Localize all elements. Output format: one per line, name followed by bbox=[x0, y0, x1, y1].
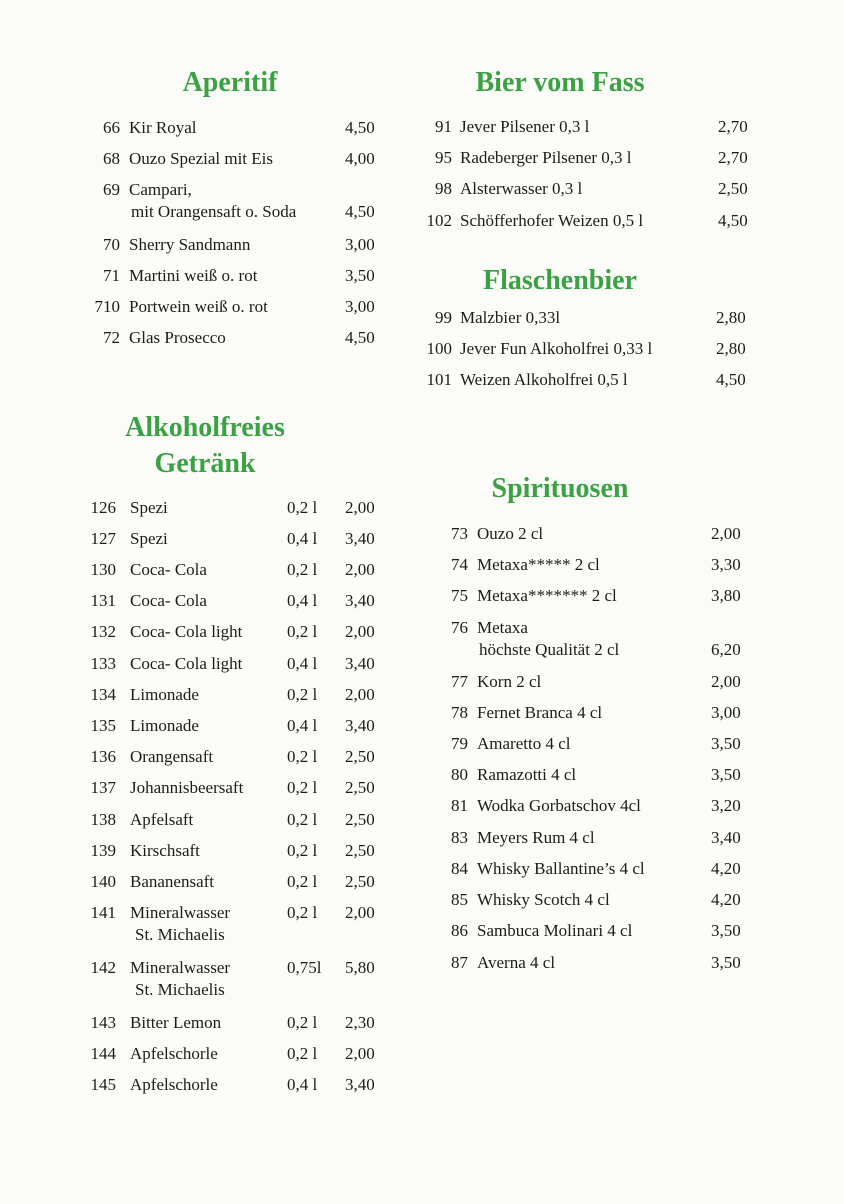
item-name-line1: Amaretto 4 cl bbox=[477, 734, 571, 753]
item-price: 4,00 bbox=[345, 149, 375, 168]
item-name bbox=[130, 957, 230, 1001]
item-name bbox=[477, 702, 602, 724]
item-price: 2,50 bbox=[718, 179, 748, 198]
item-name-line1: Radeberger Pilsener 0,3 l bbox=[460, 148, 632, 167]
item-price: 4,20 bbox=[711, 890, 741, 909]
item-number: 100 bbox=[426, 339, 452, 358]
alkoholfrei-heading-line1: Alkoholfreies bbox=[125, 412, 285, 443]
item-name-line1: Bananensaft bbox=[130, 872, 215, 891]
item-number: 710 bbox=[94, 297, 120, 316]
item-size: 0,4 l bbox=[287, 654, 318, 673]
item-name-line1: Malzbier 0,33l bbox=[460, 308, 561, 327]
item-name bbox=[130, 1074, 218, 1096]
item-number: 131 bbox=[90, 591, 116, 610]
bier-fass-heading: Bier vom Fass bbox=[475, 67, 645, 98]
item-name-line1: Metaxa***** 2 cl bbox=[477, 555, 600, 574]
item-name bbox=[477, 617, 619, 661]
item-price: 5,80 bbox=[345, 958, 375, 977]
item-price: 3,00 bbox=[345, 235, 375, 254]
item-name-line1: Metaxa******* 2 cl bbox=[477, 586, 617, 605]
item-size: 0,2 l bbox=[287, 747, 318, 766]
item-name-line1: Sherry Sandmann bbox=[129, 235, 251, 254]
item-price: 4,50 bbox=[716, 370, 746, 389]
item-number: 70 bbox=[103, 235, 120, 254]
item-size: 0,2 l bbox=[287, 560, 318, 579]
item-price: 3,50 bbox=[711, 921, 741, 940]
item-number: 127 bbox=[90, 529, 116, 548]
item-number: 132 bbox=[90, 622, 116, 641]
item-number: 133 bbox=[90, 654, 116, 673]
item-number: 84 bbox=[451, 859, 468, 878]
item-price: 2,30 bbox=[345, 1013, 375, 1032]
flaschenbier-heading: Flaschenbier bbox=[483, 265, 637, 296]
item-size: 0,4 l bbox=[287, 1075, 318, 1094]
item-name-line1: Sambuca Molinari 4 cl bbox=[477, 921, 633, 940]
item-name-line1: Schöfferhofer Weizen 0,5 l bbox=[460, 211, 644, 230]
item-number: 66 bbox=[103, 118, 120, 137]
item-price: 4,50 bbox=[345, 118, 375, 137]
item-number: 72 bbox=[103, 328, 120, 347]
item-name-line1: Johannisbeersaft bbox=[130, 778, 244, 797]
item-name-line1: Coca- Cola light bbox=[130, 622, 243, 641]
spirituosen-heading: Spirituosen bbox=[491, 473, 629, 504]
item-name bbox=[130, 497, 168, 519]
item-name bbox=[129, 148, 273, 170]
item-price: 2,00 bbox=[345, 498, 375, 517]
item-name-line1: Apfelsaft bbox=[130, 810, 194, 829]
item-price: 3,00 bbox=[711, 703, 741, 722]
item-price: 3,40 bbox=[345, 1075, 375, 1094]
item-name-line1: Kir Royal bbox=[129, 118, 197, 137]
item-size: 0,2 l bbox=[287, 498, 318, 517]
item-price: 2,50 bbox=[345, 747, 375, 766]
item-name bbox=[130, 715, 199, 737]
item-name-line1: Bitter Lemon bbox=[130, 1013, 222, 1032]
item-price: 2,80 bbox=[716, 339, 746, 358]
item-size: 0,2 l bbox=[287, 685, 318, 704]
item-name bbox=[460, 307, 560, 329]
item-price: 3,50 bbox=[345, 266, 375, 285]
item-size: 0,2 l bbox=[287, 841, 318, 860]
item-name-line1: Kirschsaft bbox=[130, 841, 200, 860]
spirituosen-section bbox=[420, 472, 700, 506]
item-name bbox=[130, 621, 242, 643]
item-name-line1: Ramazotti 4 cl bbox=[477, 765, 577, 784]
item-number: 139 bbox=[90, 841, 116, 860]
item-name bbox=[460, 369, 628, 391]
item-price: 3,50 bbox=[711, 953, 741, 972]
item-price: 2,50 bbox=[345, 778, 375, 797]
item-name-line1: Metaxa bbox=[477, 618, 528, 637]
item-number: 83 bbox=[451, 828, 468, 847]
item-name bbox=[460, 147, 632, 169]
item-number: 126 bbox=[90, 498, 116, 517]
item-name bbox=[460, 116, 589, 138]
item-name-line1: Mineralwasser bbox=[130, 903, 231, 922]
item-name-line1: Spezi bbox=[130, 529, 168, 548]
item-number: 75 bbox=[451, 586, 468, 605]
item-price: 3,50 bbox=[711, 765, 741, 784]
item-price: 4,50 bbox=[718, 211, 748, 230]
item-name-line2: St. Michaelis bbox=[135, 980, 225, 999]
item-number: 76 bbox=[451, 618, 468, 637]
item-number: 77 bbox=[451, 672, 468, 691]
item-name-line1: Meyers Rum 4 cl bbox=[477, 828, 595, 847]
item-name bbox=[477, 952, 555, 974]
item-name bbox=[130, 809, 193, 831]
item-name-line1: Coca- Cola light bbox=[130, 654, 243, 673]
item-name-line1: Apfelschorle bbox=[130, 1075, 218, 1094]
item-number: 134 bbox=[90, 685, 116, 704]
item-size: 0,4 l bbox=[287, 716, 318, 735]
item-name bbox=[130, 871, 214, 893]
item-price: 2,70 bbox=[718, 117, 748, 136]
flaschenbier-section bbox=[420, 264, 700, 298]
item-size: 0,2 l bbox=[287, 778, 318, 797]
item-name bbox=[477, 764, 576, 786]
item-number: 138 bbox=[90, 810, 116, 829]
aperitif-section bbox=[70, 66, 390, 100]
item-name-line1: Korn 2 cl bbox=[477, 672, 542, 691]
item-name-line2: höchste Qualität 2 cl bbox=[479, 640, 620, 659]
item-name-line1: Apfelschorle bbox=[130, 1044, 218, 1063]
item-name-line1: Weizen Alkoholfrei 0,5 l bbox=[460, 370, 628, 389]
item-name-line1: Spezi bbox=[130, 498, 168, 517]
item-name bbox=[129, 296, 268, 318]
item-name bbox=[130, 1012, 221, 1034]
item-name bbox=[477, 827, 595, 849]
item-number: 145 bbox=[90, 1075, 116, 1094]
item-price: 6,20 bbox=[711, 640, 741, 659]
item-price: 2,80 bbox=[716, 308, 746, 327]
item-number: 73 bbox=[451, 524, 468, 543]
item-price: 3,50 bbox=[711, 734, 741, 753]
item-size: 0,2 l bbox=[287, 1013, 318, 1032]
item-number: 142 bbox=[90, 958, 116, 977]
item-name bbox=[129, 117, 197, 139]
item-size: 0,2 l bbox=[287, 622, 318, 641]
item-name-line1: Wodka Gorbatschov 4cl bbox=[477, 796, 641, 815]
item-name bbox=[129, 179, 296, 223]
item-number: 144 bbox=[90, 1044, 116, 1063]
item-name-line1: Mineralwasser bbox=[130, 958, 231, 977]
item-name-line1: Glas Prosecco bbox=[129, 328, 226, 347]
item-number: 71 bbox=[103, 266, 120, 285]
item-price: 4,50 bbox=[345, 328, 375, 347]
item-price: 3,40 bbox=[345, 654, 375, 673]
item-size: 0,2 l bbox=[287, 1044, 318, 1063]
item-name bbox=[477, 585, 617, 607]
item-name-line1: Ouzo Spezial mit Eis bbox=[129, 149, 274, 168]
item-name bbox=[477, 671, 541, 693]
item-name-line1: Limonade bbox=[130, 685, 199, 704]
item-number: 86 bbox=[451, 921, 468, 940]
item-name-line1: Coca- Cola bbox=[130, 591, 207, 610]
item-number: 143 bbox=[90, 1013, 116, 1032]
item-size: 0,4 l bbox=[287, 591, 318, 610]
item-name bbox=[460, 210, 643, 232]
item-name bbox=[477, 858, 645, 880]
item-name bbox=[477, 523, 543, 545]
item-name-line1: Alsterwasser 0,3 l bbox=[460, 179, 583, 198]
item-name bbox=[477, 889, 610, 911]
item-name-line1: Jever Fun Alkoholfrei 0,33 l bbox=[460, 339, 653, 358]
item-name-line1: Averna 4 cl bbox=[477, 953, 556, 972]
item-number: 91 bbox=[435, 117, 452, 136]
item-name-line1: Portwein weiß o. rot bbox=[129, 297, 268, 316]
item-number: 78 bbox=[451, 703, 468, 722]
item-number: 99 bbox=[435, 308, 452, 327]
item-number: 69 bbox=[103, 180, 120, 199]
item-name-line1: Fernet Branca 4 cl bbox=[477, 703, 603, 722]
item-name bbox=[477, 554, 600, 576]
item-name bbox=[129, 234, 250, 256]
item-name-line1: Martini weiß o. rot bbox=[129, 266, 258, 285]
item-name-line1: Orangensaft bbox=[130, 747, 214, 766]
item-number: 137 bbox=[90, 778, 116, 797]
item-name-line2: St. Michaelis bbox=[135, 925, 225, 944]
aperitif-heading: Aperitif bbox=[182, 67, 278, 98]
item-number: 74 bbox=[451, 555, 468, 574]
item-price: 3,80 bbox=[711, 586, 741, 605]
item-name-line1: Limonade bbox=[130, 716, 199, 735]
alkoholfrei-section bbox=[70, 410, 340, 482]
item-price: 4,20 bbox=[711, 859, 741, 878]
item-price: 3,20 bbox=[711, 796, 741, 815]
item-number: 81 bbox=[451, 796, 468, 815]
item-number: 80 bbox=[451, 765, 468, 784]
item-name bbox=[477, 795, 641, 817]
item-price: 2,00 bbox=[711, 524, 741, 543]
item-number: 68 bbox=[103, 149, 120, 168]
item-number: 135 bbox=[90, 716, 116, 735]
item-name bbox=[129, 265, 257, 287]
item-price: 3,00 bbox=[345, 297, 375, 316]
item-name-line1: Whisky Scotch 4 cl bbox=[477, 890, 610, 909]
item-name bbox=[130, 746, 213, 768]
item-number: 130 bbox=[90, 560, 116, 579]
item-name bbox=[130, 684, 199, 706]
item-name-line1: Campari, bbox=[129, 180, 192, 199]
item-name-line1: Ouzo 2 cl bbox=[477, 524, 544, 543]
item-name bbox=[129, 327, 226, 349]
item-name bbox=[130, 528, 168, 550]
item-price: 2,50 bbox=[345, 841, 375, 860]
item-name bbox=[460, 178, 582, 200]
alkoholfrei-heading-line2: Getränk bbox=[154, 448, 256, 479]
item-price: 2,00 bbox=[345, 560, 375, 579]
item-number: 102 bbox=[426, 211, 452, 230]
item-price: 2,00 bbox=[345, 903, 375, 922]
item-number: 101 bbox=[426, 370, 452, 389]
item-name bbox=[130, 840, 200, 862]
item-price: 2,00 bbox=[345, 685, 375, 704]
item-name-line1: Whisky Ballantine’s 4 cl bbox=[477, 859, 645, 878]
item-name bbox=[130, 777, 243, 799]
item-number: 95 bbox=[435, 148, 452, 167]
item-name bbox=[130, 902, 230, 946]
item-name-line1: Coca- Cola bbox=[130, 560, 207, 579]
item-size: 0,4 l bbox=[287, 529, 318, 548]
item-number: 98 bbox=[435, 179, 452, 198]
item-price: 2,00 bbox=[345, 1044, 375, 1063]
item-name bbox=[460, 338, 652, 360]
item-name-line1: Jever Pilsener 0,3 l bbox=[460, 117, 590, 136]
item-price: 2,70 bbox=[718, 148, 748, 167]
item-price: 4,50 bbox=[345, 202, 375, 221]
item-number: 140 bbox=[90, 872, 116, 891]
item-price: 3,30 bbox=[711, 555, 741, 574]
item-price: 3,40 bbox=[345, 529, 375, 548]
bier-fass-section bbox=[420, 66, 700, 100]
item-size: 0,2 l bbox=[287, 810, 318, 829]
item-price: 2,50 bbox=[345, 810, 375, 829]
item-size: 0,2 l bbox=[287, 872, 318, 891]
item-price: 2,50 bbox=[345, 872, 375, 891]
item-name bbox=[477, 920, 632, 942]
alkoholfrei-heading bbox=[70, 410, 340, 482]
item-number: 79 bbox=[451, 734, 468, 753]
item-price: 3,40 bbox=[345, 716, 375, 735]
item-name-line2: mit Orangensaft o. Soda bbox=[131, 202, 297, 221]
item-number: 136 bbox=[90, 747, 116, 766]
item-price: 2,00 bbox=[345, 622, 375, 641]
item-name bbox=[477, 733, 570, 755]
item-number: 141 bbox=[90, 903, 116, 922]
item-price: 3,40 bbox=[345, 591, 375, 610]
item-size: 0,2 l bbox=[287, 903, 318, 922]
item-size: 0,75l bbox=[287, 958, 322, 977]
item-name bbox=[130, 590, 207, 612]
item-name bbox=[130, 653, 242, 675]
item-price: 2,00 bbox=[711, 672, 741, 691]
item-price: 3,40 bbox=[711, 828, 741, 847]
item-name bbox=[130, 559, 207, 581]
item-number: 87 bbox=[451, 953, 468, 972]
item-name bbox=[130, 1043, 218, 1065]
item-number: 85 bbox=[451, 890, 468, 909]
